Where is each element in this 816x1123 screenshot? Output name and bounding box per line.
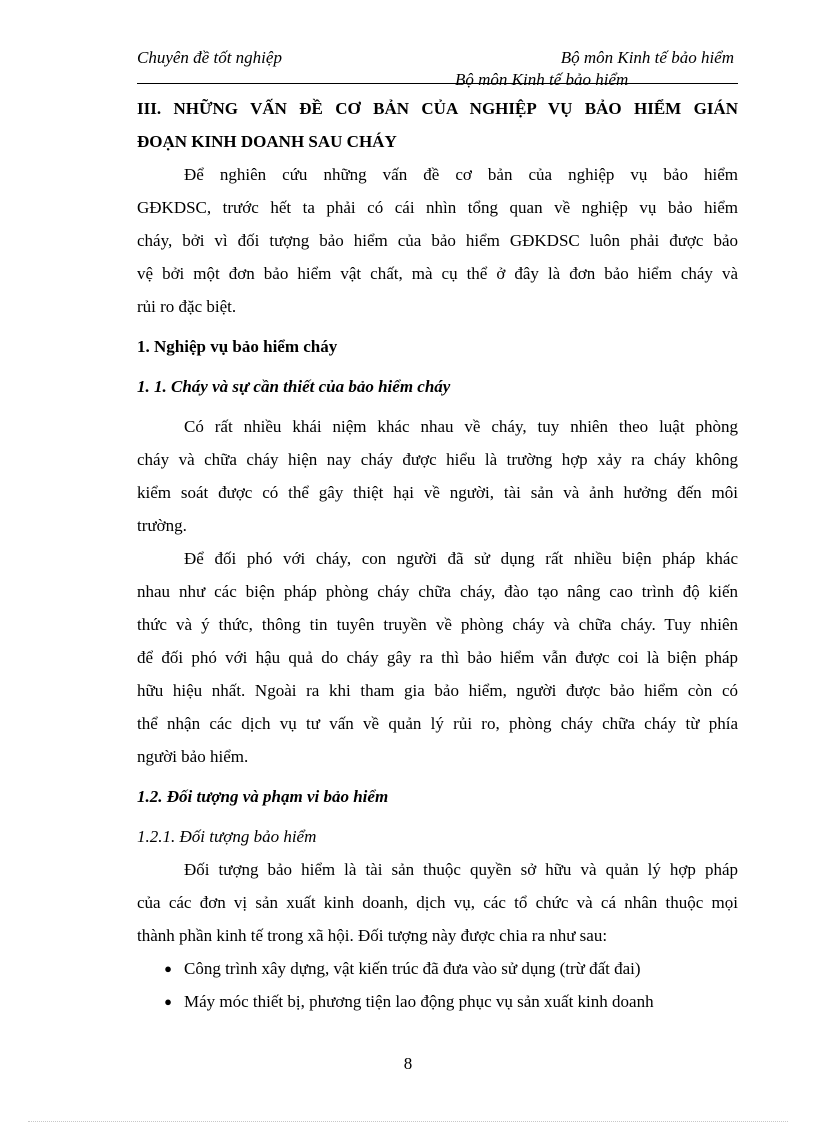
section-title-line-2: ĐOẠN KINH DOANH SAU CHÁY [137, 132, 397, 151]
para-3-line: thành phần kinh tế trong xã hội. Đối tượng này được chia ra như sau: [137, 926, 608, 945]
para-1-line: trường. [137, 516, 187, 535]
para-2-line: người bảo hiểm. [137, 747, 249, 766]
para-2-line: thể nhận các dịch vụ tư vấn về quản lý rủi ro, phòng cháy chữa cháy từ phía [137, 714, 738, 733]
heading-1-1: 1. 1. Cháy và sự cần thiết của bảo hiểm cháy [137, 377, 451, 396]
page-number: 8 [403, 1054, 413, 1073]
intro-line: GĐKDSC, trước hết ta phải có cái nhìn tổng quan về nghiệp vụ bảo hiểm [137, 198, 738, 217]
header-rule [137, 83, 738, 84]
para-2-line: nhau như các biện pháp phòng cháy chữa cháy, đào tạo nâng cao trình độ kiến [137, 582, 738, 601]
header-left: Chuyên đề tốt nghiệp [137, 48, 282, 67]
page-content [137, 92, 738, 1018]
bullet-dot-icon: ● [164, 961, 172, 976]
section-title-line-1: III. NHỮNG VẤN ĐỀ CƠ BẢN CỦA NGHIỆP VỤ BẢO HIỂM GIÁN [137, 99, 738, 118]
intro-line: vệ bởi một đơn bảo hiểm vật chất, mà cụ thể ở đây là đơn bảo hiểm cháy và [137, 264, 738, 283]
para-2-line: thức và ý thức, thông tin tuyên truyền về phòng cháy và chữa cháy. Tuy nhiên [137, 615, 738, 634]
bullet-text: Máy móc thiết bị, phương tiện lao động phục vụ sản xuất kinh doanh [184, 992, 654, 1011]
heading-1: 1. Nghiệp vụ bảo hiểm cháy [137, 337, 338, 356]
bullet-dot-icon: ● [164, 994, 172, 1009]
heading-1-2-1: 1.2.1. Đối tượng bảo hiểm [137, 827, 317, 846]
para-3-line: Đối tượng bảo hiểm là tài sản thuộc quyền sở hữu và quản lý hợp pháp [184, 860, 738, 879]
intro-line: Để nghiên cứu những vấn đề cơ bản của nghiệp vụ bảo hiểm [184, 165, 738, 184]
intro-line: rủi ro đặc biệt. [137, 297, 237, 316]
intro-line: cháy, bởi vì đối tượng bảo hiểm của bảo hiểm GĐKDSC luôn phải được bảo [137, 231, 738, 250]
header-right: Bộ môn Kinh tế bảo hiểm [560, 48, 734, 67]
bottom-dotted-rule [28, 1121, 788, 1122]
para-2-line: để đối phó với hậu quả do cháy gây ra thì bảo hiểm vẫn được coi là biện pháp [137, 648, 738, 667]
para-2-line: hữu hiệu nhất. Ngoài ra khi tham gia bảo hiểm, người được bảo hiểm còn có [137, 681, 738, 700]
bullet-text: Công trình xây dựng, vật kiến trúc đã đưa vào sử dụng (trừ đất đai) [184, 959, 641, 978]
heading-1-2: 1.2. Đối tượng và phạm vi bảo hiểm [137, 787, 389, 806]
para-2-line: Để đối phó với cháy, con người đã sử dụng rất nhiều biện pháp khác [184, 549, 738, 568]
para-1-line: Có rất nhiều khái niệm khác nhau về cháy, tuy nhiên theo luật phòng [184, 417, 738, 436]
para-1-line: kiểm soát được có thể gây thiệt hại về người, tài sản và ảnh hưởng đến môi [137, 483, 738, 502]
bullet-item [137, 985, 738, 1018]
para-3-line: của các đơn vị sản xuất kinh doanh, dịch vụ, các tổ chức và cá nhân thuộc mọi [137, 893, 738, 912]
header-ghost-text: Bộ môn Kinh tế bảo hiểm [455, 70, 629, 89]
para-1-line: cháy và chữa cháy hiện nay cháy được hiểu là trường hợp xảy ra cháy không [137, 450, 738, 469]
bullet-item [137, 952, 738, 985]
